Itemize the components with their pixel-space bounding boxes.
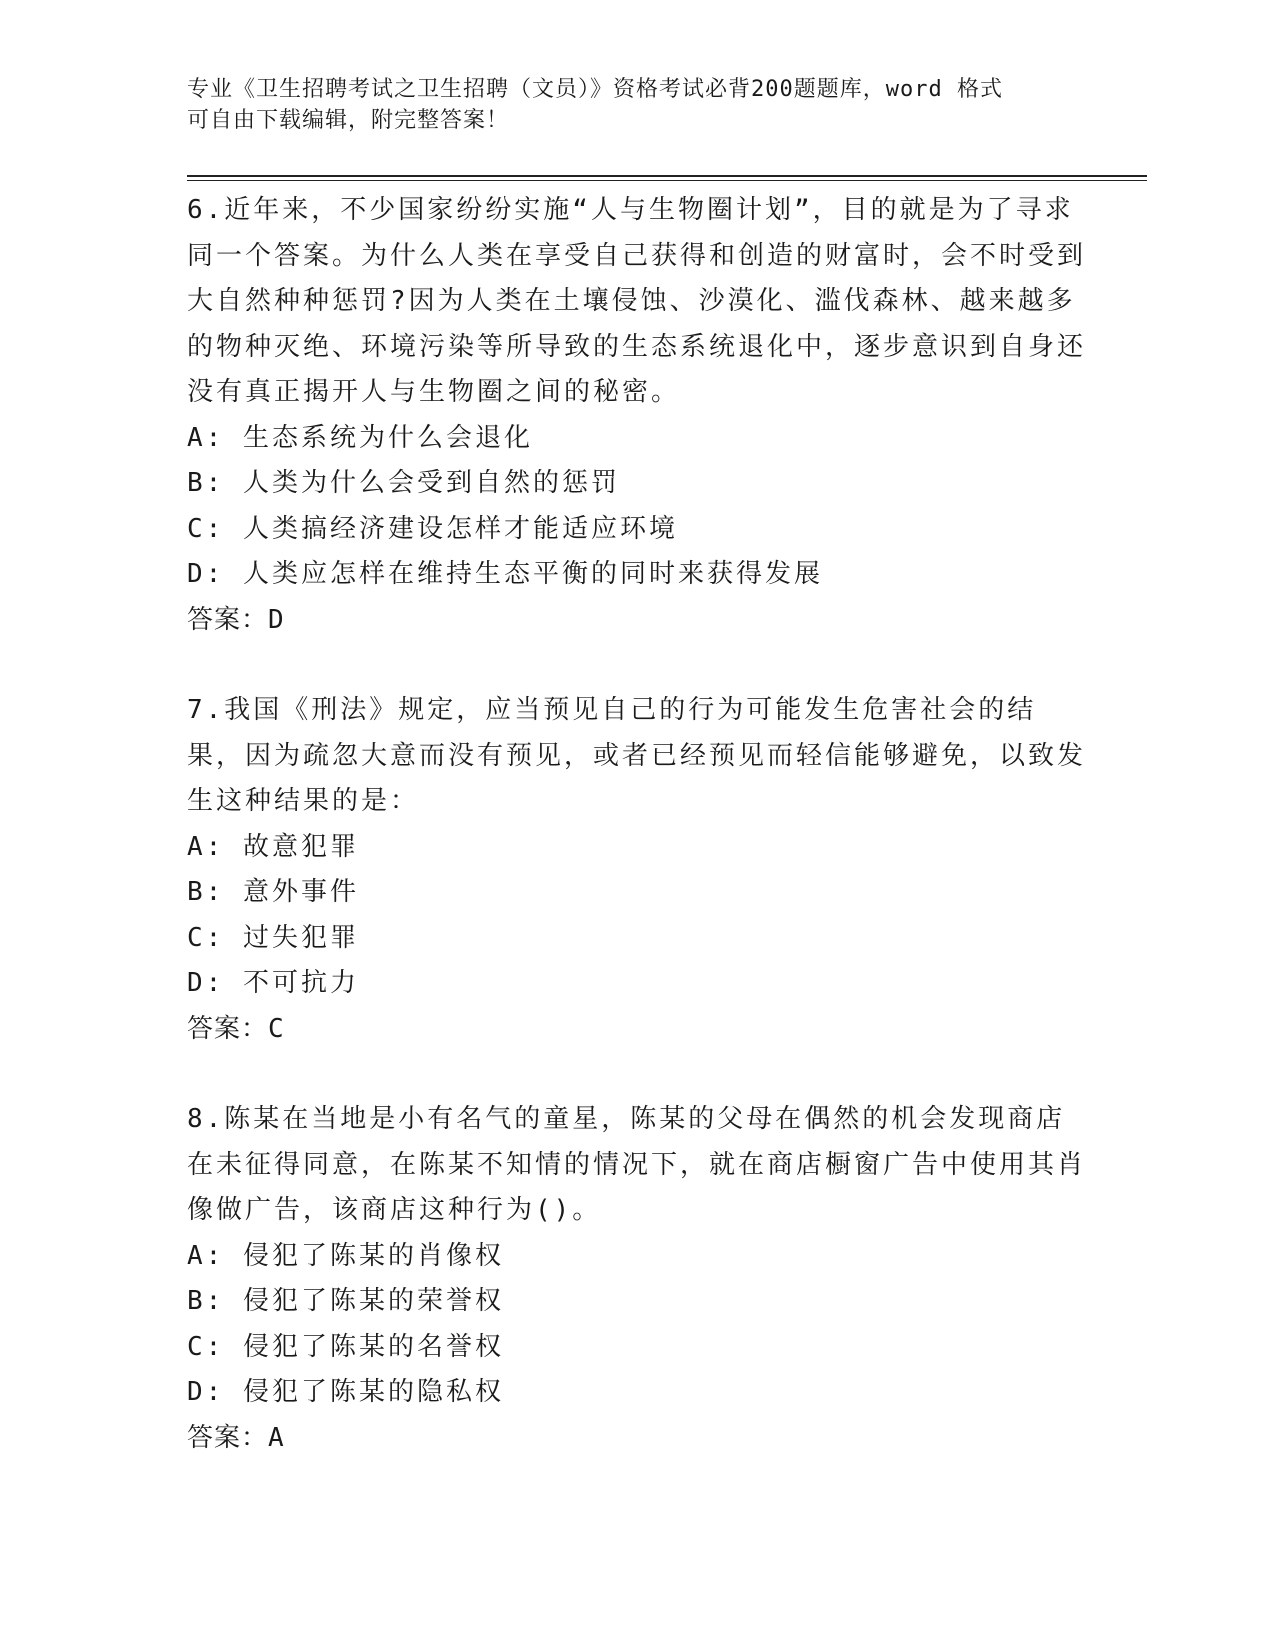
question-6	[187, 188, 1087, 643]
option-a: A: 生态系统为什么会退化	[187, 422, 533, 453]
header-divider-thin	[187, 180, 1147, 181]
option-d: D: 侵犯了陈某的隐私权	[187, 1377, 504, 1407]
document-header	[187, 74, 1087, 136]
question-8	[187, 1097, 1087, 1461]
question-stem: 6.近年来，不少国家纷纷实施“人与生物圈计划”，目的就是为了寻求同一个答案。为什么人类在享受自己获得和创造的财富时，会不时受到大自然种种惩罚?因为人类在土壤侵蚀、沙漠化、滥伐森林、越来越多的物种灭绝、环境污染等所导致的生态系统退化中，逐步意识到自身还没有真正揭开人与生物圈之间的秘密。	[187, 195, 1087, 407]
option-b: B: 侵犯了陈某的荣誉权	[187, 1286, 504, 1316]
option-b: B: 人类为什么会受到自然的惩罚	[187, 468, 620, 498]
header-line-2: 可自由下载编辑，附完整答案！	[187, 108, 510, 133]
option-b: B: 意外事件	[187, 877, 359, 907]
question-list	[187, 188, 1087, 1506]
question-stem: 8.陈某在当地是小有名气的童星，陈某的父母在偶然的机会发现商店在未征得同意，在陈某不知情的情况下，就在商店橱窗广告中使用其肖像做广告，该商店这种行为()。	[187, 1104, 1087, 1225]
question-7	[187, 688, 1087, 1052]
option-c: C: 侵犯了陈某的名誉权	[187, 1331, 504, 1362]
option-a: A: 侵犯了陈某的肖像权	[187, 1240, 504, 1271]
header-divider-thick	[187, 175, 1147, 177]
answer-line: 答案：C	[187, 1013, 285, 1044]
question-stem: 7.我国《刑法》规定，应当预见自己的行为可能发生危害社会的结果，因为疏忽大意而没有预见，或者已经预见而轻信能够避免，以致发生这种结果的是：	[187, 695, 1087, 816]
answer-line: 答案：A	[187, 1422, 285, 1453]
option-d: D: 人类应怎样在维持生态平衡的同时来获得发展	[187, 559, 823, 589]
option-c: C: 人类搞经济建设怎样才能适应环境	[187, 513, 678, 544]
header-line-1: 专业《卫生招聘考试之卫生招聘（文员）》资格考试必背200题题库，word 格式	[187, 77, 1003, 102]
option-a: A: 故意犯罪	[187, 831, 359, 862]
option-c: C: 过失犯罪	[187, 922, 359, 953]
option-d: D: 不可抗力	[187, 968, 359, 998]
answer-line: 答案：D	[187, 604, 285, 635]
